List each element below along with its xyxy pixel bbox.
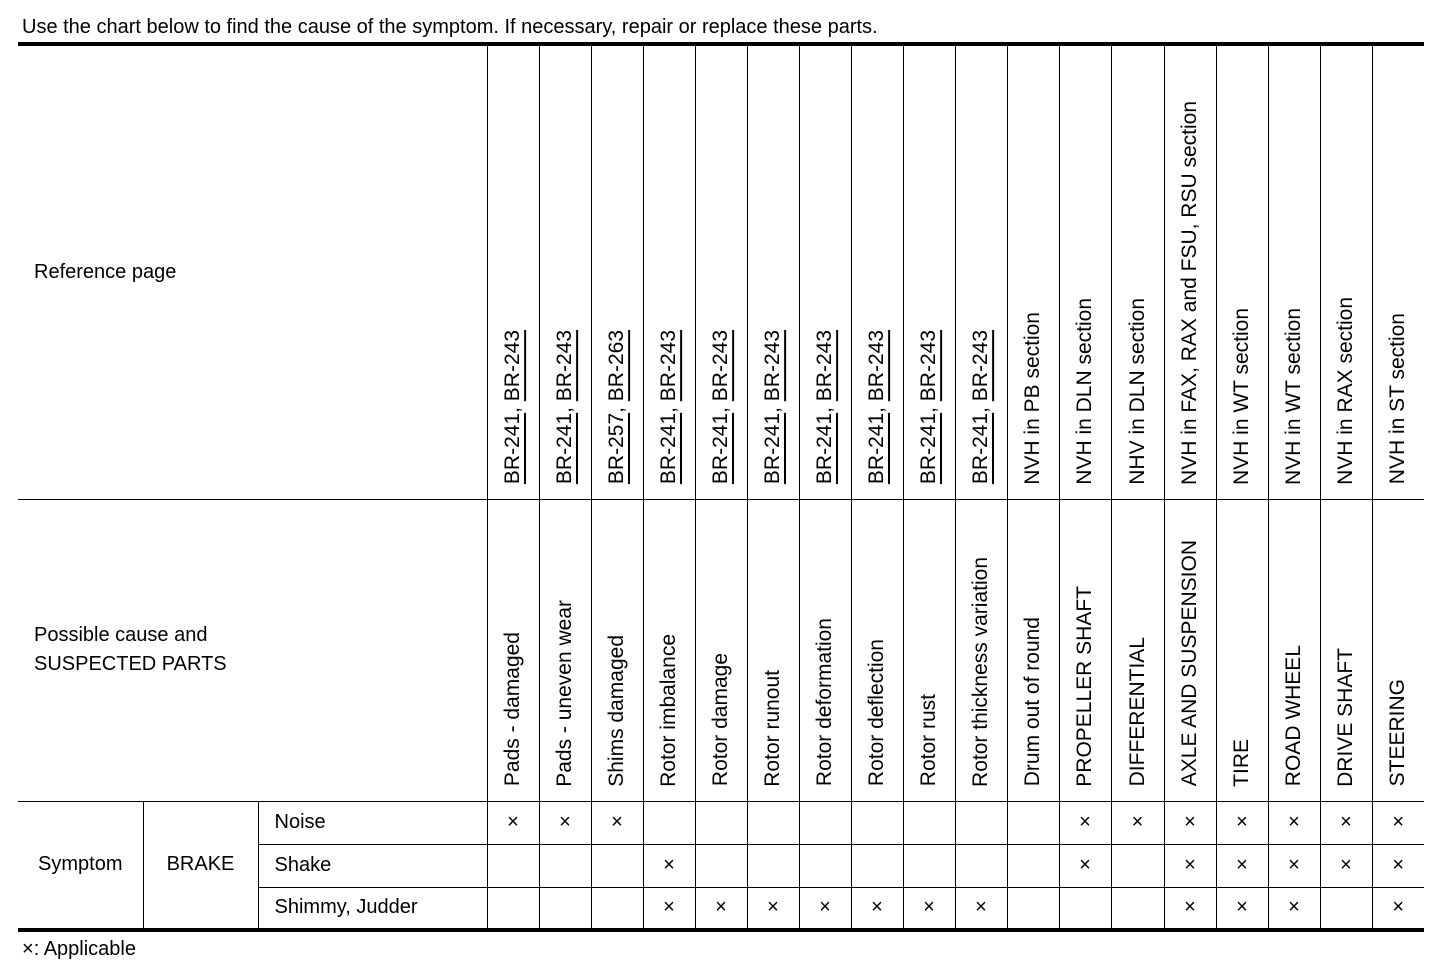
reference-cell xyxy=(851,44,903,499)
applicable-mark: × xyxy=(643,887,695,930)
empty-cell xyxy=(903,801,955,844)
reference-link[interactable]: BR-257 xyxy=(605,413,628,485)
symptom-name: Shimmy, Judder xyxy=(258,887,487,930)
reference-row xyxy=(18,44,1424,499)
suspected-part-cell xyxy=(1007,499,1059,801)
reference-cell xyxy=(643,44,695,499)
reference-text xyxy=(1230,308,1254,485)
suspected-part-label: DIFFERENTIAL xyxy=(1125,637,1149,787)
applicable-mark: × xyxy=(1164,844,1216,887)
reference-text xyxy=(1073,298,1097,485)
reference-link[interactable]: BR-243 xyxy=(709,330,732,402)
reference-link[interactable]: BR-241 xyxy=(969,413,992,485)
applicable-mark: × xyxy=(1216,887,1268,930)
intro-text: Use the chart below to find the cause of the symptom. If necessary, repair or replace these parts. xyxy=(22,16,878,38)
empty-cell xyxy=(1007,887,1059,930)
applicable-mark: × xyxy=(1111,801,1164,844)
suspected-part-cell xyxy=(955,499,1007,801)
reference-section: NHV in DLN section xyxy=(1125,297,1149,485)
empty-cell xyxy=(1007,844,1059,887)
empty-cell xyxy=(539,844,591,887)
reference-text xyxy=(1126,298,1150,485)
suspected-part-label: Shims damaged xyxy=(605,634,628,787)
suspected-part-cell xyxy=(1059,499,1111,801)
suspected-part-label: Rotor imbalance xyxy=(657,633,680,787)
reference-section: NVH in PB section xyxy=(1021,311,1044,485)
suspected-part-cell xyxy=(1320,499,1372,801)
applicable-mark: × xyxy=(1216,801,1268,844)
suspected-part-cell xyxy=(851,499,903,801)
suspected-part-label: STEERING xyxy=(1386,679,1410,787)
reference-separator: , xyxy=(813,401,836,414)
diagnosis-chart xyxy=(18,42,1424,932)
suspected-part-cell xyxy=(1268,499,1320,801)
reference-cell xyxy=(747,44,799,499)
reference-separator: , xyxy=(761,401,784,414)
reference-cell xyxy=(1320,44,1372,499)
reference-text xyxy=(1021,312,1045,485)
symptom-row-noise xyxy=(18,801,1424,844)
reference-cell xyxy=(591,44,643,499)
reference-link[interactable]: BR-243 xyxy=(917,330,940,402)
suspected-part-cell xyxy=(747,499,799,801)
suspected-parts-row xyxy=(18,499,1424,801)
reference-cell xyxy=(955,44,1007,499)
applicable-mark: × xyxy=(1216,844,1268,887)
empty-cell xyxy=(1320,887,1372,930)
symptom-name: Shake xyxy=(258,844,487,887)
suspected-part-label: Rotor rust xyxy=(917,694,940,787)
applicable-mark: × xyxy=(1372,844,1424,887)
suspected-part-label: Rotor deflection xyxy=(865,639,888,787)
reference-section: NVH in ST section xyxy=(1386,313,1410,485)
reference-link[interactable]: BR-241 xyxy=(709,413,732,485)
empty-cell xyxy=(747,844,799,887)
reference-link[interactable]: BR-241 xyxy=(813,413,836,485)
suspected-part-cell xyxy=(1111,499,1164,801)
reference-separator: , xyxy=(917,401,940,414)
reference-text xyxy=(1334,297,1358,485)
suspected-part-label: Rotor runout xyxy=(761,669,784,787)
reference-separator: , xyxy=(605,401,628,414)
reference-link[interactable]: BR-241 xyxy=(501,413,524,485)
empty-cell xyxy=(1111,887,1164,930)
suspected-part-cell xyxy=(643,499,695,801)
suspected-part-cell xyxy=(487,499,539,801)
reference-text xyxy=(553,330,577,484)
empty-cell xyxy=(695,844,747,887)
applicable-mark: × xyxy=(1320,801,1372,844)
reference-text xyxy=(709,330,733,484)
empty-cell xyxy=(799,844,851,887)
reference-cell xyxy=(539,44,591,499)
reference-separator: , xyxy=(709,401,732,414)
reference-section: NVH in RAX section xyxy=(1334,296,1357,485)
applicable-mark: × xyxy=(1372,801,1424,844)
reference-separator: , xyxy=(553,401,576,414)
reference-separator: , xyxy=(969,401,992,414)
applicable-mark: × xyxy=(747,887,799,930)
reference-text xyxy=(813,330,837,484)
reference-section: NVH in WT section xyxy=(1230,307,1253,485)
reference-separator: , xyxy=(657,401,680,414)
reference-separator: , xyxy=(865,401,888,414)
applicable-mark: × xyxy=(1164,801,1216,844)
reference-section: NVH in FAX, RAX and FSU, RSU section xyxy=(1178,100,1201,485)
reference-text xyxy=(917,330,941,484)
suspected-part-label: Pads - damaged xyxy=(501,632,524,787)
applicable-mark: × xyxy=(1268,801,1320,844)
reference-cell xyxy=(1164,44,1216,499)
reference-cell xyxy=(695,44,747,499)
reference-link[interactable]: BR-243 xyxy=(501,330,524,402)
empty-cell xyxy=(487,844,539,887)
reference-link[interactable]: BR-241 xyxy=(917,413,940,485)
empty-cell xyxy=(591,844,643,887)
suspected-part-cell xyxy=(591,499,643,801)
applicable-mark: × xyxy=(1164,887,1216,930)
legend xyxy=(22,936,136,962)
applicable-mark: × xyxy=(1268,887,1320,930)
reference-link[interactable]: BR-241 xyxy=(657,413,680,485)
applicable-mark: × xyxy=(695,887,747,930)
suspected-part-cell xyxy=(1372,499,1424,801)
reference-text xyxy=(657,330,681,484)
reference-text xyxy=(761,330,785,484)
suspected-part-cell xyxy=(539,499,591,801)
possible-cause-label-line1: Possible cause and xyxy=(34,624,208,646)
reference-cell xyxy=(1216,44,1268,499)
suspected-part-label: AXLE AND SUSPENSION xyxy=(1178,540,1201,787)
empty-cell xyxy=(955,801,1007,844)
possible-cause-label-line2: SUSPECTED PARTS xyxy=(34,653,227,675)
symptom-label: Symptom xyxy=(18,801,143,930)
suspected-part-label: Pads - uneven wear xyxy=(553,599,576,787)
applicable-mark: × xyxy=(1268,844,1320,887)
reference-section: NVH in WT section xyxy=(1282,307,1305,485)
reference-link[interactable]: BR-241 xyxy=(761,413,784,485)
applicable-mark: × xyxy=(851,887,903,930)
applicable-mark-icon: × xyxy=(22,938,34,960)
reference-link[interactable]: BR-243 xyxy=(969,330,992,402)
reference-cell xyxy=(1059,44,1111,499)
suspected-part-label: Drum out of round xyxy=(1021,617,1044,787)
empty-cell xyxy=(851,844,903,887)
empty-cell xyxy=(903,844,955,887)
empty-cell xyxy=(955,844,1007,887)
empty-cell xyxy=(695,801,747,844)
applicable-mark: × xyxy=(1372,887,1424,930)
suspected-part-label: Rotor damage xyxy=(709,653,732,787)
reference-link[interactable]: BR-263 xyxy=(605,330,628,402)
empty-cell xyxy=(591,887,643,930)
reference-text xyxy=(865,330,889,484)
applicable-mark: × xyxy=(955,887,1007,930)
suspected-part-label: TIRE xyxy=(1230,738,1253,787)
reference-link[interactable]: BR-243 xyxy=(813,330,836,402)
empty-cell xyxy=(1059,887,1111,930)
empty-cell xyxy=(1111,844,1164,887)
reference-cell xyxy=(1372,44,1424,499)
reference-cell xyxy=(903,44,955,499)
applicable-mark: × xyxy=(799,887,851,930)
applicable-mark: × xyxy=(539,801,591,844)
possible-cause-label xyxy=(18,499,487,801)
applicable-mark: × xyxy=(1320,844,1372,887)
applicable-mark: × xyxy=(1059,801,1111,844)
suspected-part-cell xyxy=(799,499,851,801)
legend-text: : Applicable xyxy=(33,938,136,960)
suspected-part-cell xyxy=(903,499,955,801)
reference-text xyxy=(605,330,629,484)
reference-separator: , xyxy=(501,401,524,414)
reference-page-label: Reference page xyxy=(18,44,487,499)
empty-cell xyxy=(747,801,799,844)
empty-cell xyxy=(487,887,539,930)
empty-cell xyxy=(643,801,695,844)
applicable-mark: × xyxy=(643,844,695,887)
suspected-part-label: Rotor deformation xyxy=(813,618,836,787)
empty-cell xyxy=(851,801,903,844)
suspected-part-label: ROAD WHEEL xyxy=(1282,645,1305,787)
suspected-part-cell xyxy=(1164,499,1216,801)
reference-text xyxy=(501,330,525,484)
reference-link[interactable]: BR-243 xyxy=(761,330,784,402)
reference-link[interactable]: BR-243 xyxy=(553,330,576,402)
reference-cell xyxy=(1007,44,1059,499)
reference-text xyxy=(969,330,993,484)
reference-link[interactable]: BR-241 xyxy=(553,413,576,485)
reference-text xyxy=(1386,313,1410,484)
reference-link[interactable]: BR-243 xyxy=(865,330,888,402)
reference-section: NVH in DLN section xyxy=(1073,297,1096,485)
symptom-name: Noise xyxy=(258,801,487,844)
empty-cell xyxy=(1007,801,1059,844)
applicable-mark: × xyxy=(591,801,643,844)
suspected-part-label: DRIVE SHAFT xyxy=(1334,647,1357,787)
empty-cell xyxy=(539,887,591,930)
reference-link[interactable]: BR-241 xyxy=(865,413,888,485)
applicable-mark: × xyxy=(1059,844,1111,887)
applicable-mark: × xyxy=(487,801,539,844)
empty-cell xyxy=(799,801,851,844)
suspected-part-cell xyxy=(695,499,747,801)
suspected-part-label: PROPELLER SHAFT xyxy=(1073,585,1096,787)
reference-cell xyxy=(487,44,539,499)
suspected-part-label: Rotor thickness variation xyxy=(969,556,992,787)
brake-category-label: BRAKE xyxy=(143,801,258,930)
reference-link[interactable]: BR-243 xyxy=(657,330,680,402)
reference-text xyxy=(1282,308,1306,485)
reference-text xyxy=(1178,101,1202,485)
reference-cell xyxy=(799,44,851,499)
suspected-part-cell xyxy=(1216,499,1268,801)
applicable-mark: × xyxy=(903,887,955,930)
reference-cell xyxy=(1111,44,1164,499)
reference-cell xyxy=(1268,44,1320,499)
